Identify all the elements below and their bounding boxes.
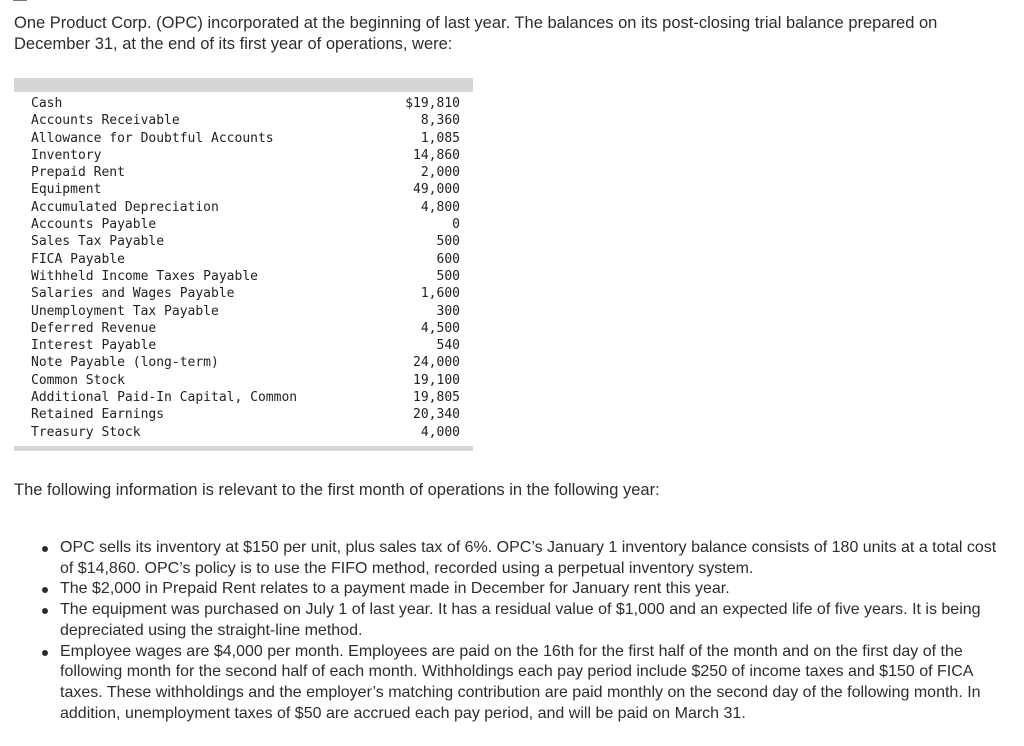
account-name: Accumulated Depreciation (31, 199, 219, 215)
table-row (31, 424, 460, 441)
table-row (31, 268, 460, 285)
account-name: Accounts Receivable (31, 113, 180, 129)
trial-balance-table (14, 78, 473, 451)
account-name: Common Stock (31, 372, 125, 388)
table-row (31, 95, 460, 112)
bullet-text: The equipment was purchased on July 1 of last year. It has a residual value of $1,000 and an expected life of five years. It is being depreciated using the straight-line method. (60, 601, 981, 639)
table-row (31, 303, 460, 320)
account-amount: 2,000 (420, 165, 460, 181)
account-amount: 14,860 (413, 147, 460, 163)
account-amount: 600 (436, 251, 460, 267)
account-name: Treasury Stock (31, 424, 141, 440)
account-amount: 19,100 (413, 372, 460, 388)
account-amount: 1,085 (420, 130, 460, 146)
table-row (31, 251, 460, 268)
bullet-text: OPC sells its inventory at $150 per unit, plus sales tax of 6%. OPC’s January 1 inventory balance consists of 180 units at a total cost of $14,860. OPC’s policy is to use the FIFO method, recorded using a perpetual inventory system. (60, 539, 997, 577)
table-row (31, 216, 460, 233)
info-bullet-list (14, 538, 1004, 724)
list-item (14, 600, 1004, 641)
table-row (31, 199, 460, 216)
account-name: Interest Payable (31, 338, 157, 354)
list-item (14, 642, 1004, 725)
account-name: Sales Tax Payable (31, 234, 165, 250)
account-name: Prepaid Rent (31, 165, 125, 181)
bullet-icon (42, 608, 48, 614)
account-amount: 0 (452, 217, 460, 233)
account-amount: 4,500 (420, 320, 460, 336)
account-amount: 20,340 (413, 407, 460, 423)
table-row (31, 164, 460, 181)
table-row (31, 406, 460, 423)
table-footer-band (14, 446, 473, 451)
trial-balance-rows (31, 95, 460, 441)
account-name: Note Payable (long-term) (31, 355, 219, 371)
account-amount: $19,810 (405, 96, 460, 111)
list-item (14, 579, 1004, 600)
table-header-band (14, 78, 473, 92)
account-name: Accounts Payable (31, 217, 157, 233)
account-amount: 4,800 (420, 199, 460, 215)
account-amount: 500 (436, 234, 460, 250)
table-row (31, 389, 460, 406)
account-name: Salaries and Wages Payable (31, 286, 235, 302)
account-name: Withheld Income Taxes Payable (31, 268, 258, 284)
account-name: Additional Paid-In Capital, Common (31, 390, 298, 406)
account-amount: 4,000 (420, 424, 460, 440)
account-amount: 19,805 (413, 390, 460, 406)
table-row (31, 337, 460, 354)
bullet-icon (42, 650, 48, 656)
table-row (31, 233, 460, 250)
account-name: Unemployment Tax Payable (31, 303, 219, 319)
table-row (31, 112, 460, 129)
account-name: Allowance for Doubtful Accounts (31, 130, 274, 146)
bullet-text: The $2,000 in Prepaid Rent relates to a payment made in December for January rent this year. (60, 580, 730, 598)
top-divider (13, 0, 27, 1)
table-row (31, 130, 460, 147)
account-name: Deferred Revenue (31, 320, 157, 336)
account-name: Retained Earnings (31, 407, 165, 423)
table-row (31, 147, 460, 164)
account-amount: 500 (436, 268, 460, 284)
account-amount: 24,000 (413, 355, 460, 371)
list-item (14, 538, 1004, 579)
account-amount: 1,600 (420, 286, 460, 302)
table-row (31, 372, 460, 389)
account-amount: 8,360 (420, 113, 460, 129)
table-row (31, 285, 460, 302)
account-amount: 540 (436, 338, 460, 354)
bullet-icon (42, 587, 48, 593)
intro-paragraph: One Product Corp. (OPC) incorporated at the beginning of last year. The balances on its post-closing trial balance prepared on December 31, at the end of its first year of operations, were: (14, 14, 938, 53)
account-name: Cash (31, 96, 63, 111)
account-amount: 300 (436, 303, 460, 319)
info-heading: The following information is relevant to the first month of operations in the following year: (14, 481, 660, 499)
account-name: Inventory (31, 147, 102, 163)
bullet-icon (42, 546, 48, 552)
account-amount: 49,000 (413, 182, 460, 198)
account-name: FICA Payable (31, 251, 125, 267)
table-row (31, 181, 460, 198)
account-name: Equipment (31, 182, 102, 198)
table-row (31, 320, 460, 337)
bullet-text: Employee wages are $4,000 per month. Employees are paid on the 16th for the first half of the month and on the first day of the following month for the second half of each month. Withholdings each pay period include $250 of income taxes and $150 of FICA taxes. These withholdings and the employer’s matching contribution are paid monthly on the second day of the following month. In addition, unemployment taxes of $50 are accrued each pay period, and will be paid on March 31. (60, 642, 981, 722)
table-row (31, 354, 460, 371)
